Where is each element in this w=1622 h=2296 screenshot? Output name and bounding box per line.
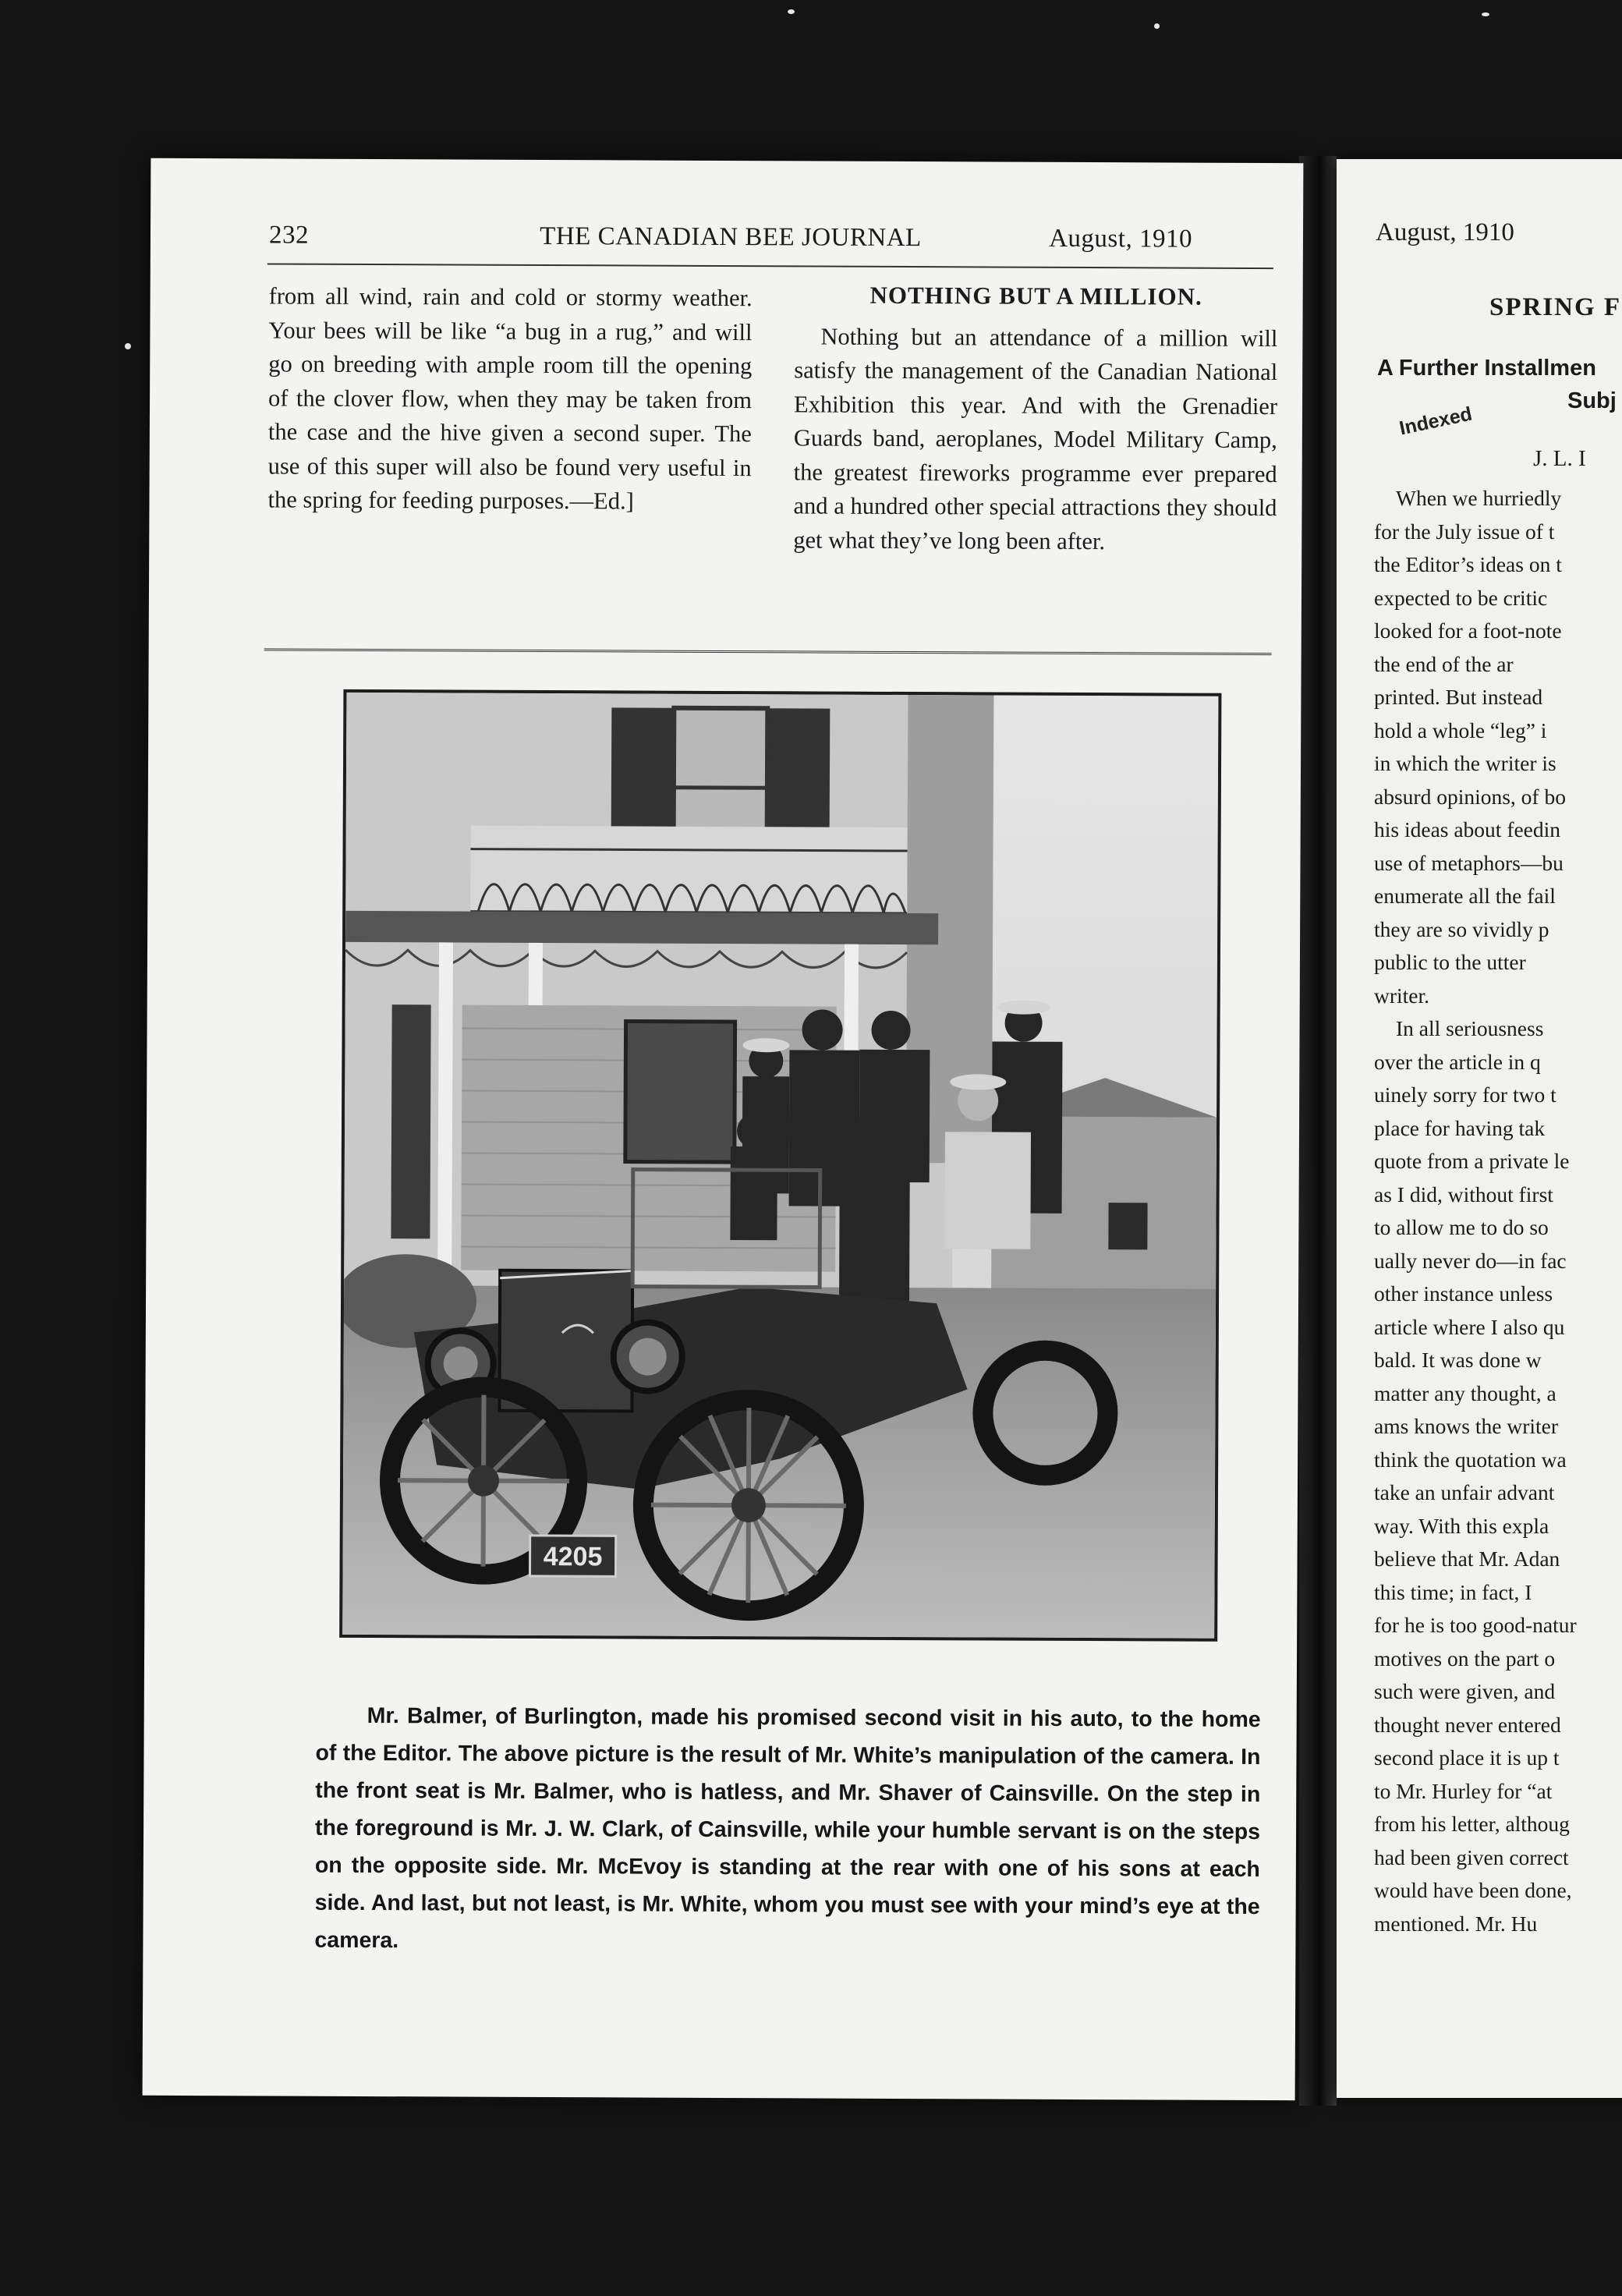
right-article-line: they are so vividly p: [1374, 916, 1549, 941]
right-article-line: such were given, and: [1374, 1679, 1556, 1703]
right-article-line: place for having tak: [1374, 1115, 1546, 1140]
scan-speck: [125, 343, 131, 349]
indexed-stamp: Indexed: [1397, 402, 1475, 440]
right-article-line: for the July issue of t: [1374, 519, 1555, 544]
right-running-head-date: August, 1910: [1376, 218, 1514, 246]
right-page: [1337, 159, 1622, 2098]
right-article-subtitle-1: A Further Installmen: [1377, 356, 1596, 381]
left-column: [267, 279, 752, 519]
right-article-line: other instance unless: [1374, 1281, 1553, 1306]
issue-date: August, 1910: [1049, 224, 1193, 253]
right-article-line: the end of the ar: [1374, 651, 1514, 676]
right-article-body: [1374, 482, 1622, 1940]
right-article-line: way. With this expla: [1374, 1513, 1549, 1538]
photograph: [339, 689, 1221, 1642]
header-rule: [267, 263, 1273, 269]
right-article-line: would have been done,: [1374, 1878, 1572, 1902]
right-article-line: absurd opinions, of bo: [1374, 784, 1566, 809]
right-article-line: thought never entered: [1374, 1712, 1561, 1737]
right-article-line: bald. It was done w: [1374, 1348, 1542, 1372]
license-plate: 4205: [543, 1542, 603, 1572]
right-article-line: printed. But instead: [1374, 685, 1543, 709]
right-article-title: SPRING F: [1489, 293, 1622, 321]
right-article-line: article where I also qu: [1374, 1314, 1565, 1339]
right-article-line: to Mr. Hurley for “at: [1374, 1778, 1553, 1803]
right-column: [793, 278, 1278, 559]
right-article-line: second place it is up t: [1374, 1745, 1560, 1770]
right-article-line: as I did, without first: [1374, 1182, 1553, 1206]
article-heading: NOTHING BUT A MILLION.: [869, 281, 1202, 310]
right-article-line: had been given correct: [1374, 1844, 1569, 1869]
right-article-line: from his letter, althoug: [1374, 1812, 1570, 1836]
right-article-subtitle-2: Subj: [1567, 388, 1617, 413]
right-article-author: J. L. I: [1533, 446, 1586, 471]
right-article-line: take an unfair advant: [1374, 1480, 1555, 1504]
right-article-line: expected to be critic: [1374, 585, 1548, 610]
right-article-line: uinely sorry for two t: [1374, 1082, 1556, 1107]
right-article-line: matter any thought, a: [1374, 1380, 1556, 1405]
right-article-line: use of metaphors—bu: [1374, 850, 1564, 875]
right-article-line: for he is too good-natur: [1374, 1613, 1577, 1637]
right-article-line: to allow me to do so: [1374, 1215, 1549, 1239]
article-text: Nothing but an attendance of a million will satisfy the management of the Canadian National Exhibition this year. And with the Grenadier Guards band, aeroplanes, Model Military Camp, the greatest fireworks programme ever prepared and a hundred other special attractions they should get what they’ve long been after.: [793, 323, 1278, 555]
right-article-line: writer.: [1374, 983, 1430, 1008]
right-article-line: looked for a foot-note: [1374, 618, 1562, 643]
right-article-line: When we hurriedly: [1396, 486, 1562, 510]
scan-speck: [1482, 12, 1489, 16]
right-article-line: quote from a private le: [1374, 1149, 1570, 1173]
journal-title: THE CANADIAN BEE JOURNAL: [540, 221, 922, 253]
page-number: 232: [268, 221, 310, 250]
caption-text: Mr. Balmer, of Burlington, made his promised second visit in his auto, to the home of the Editor. The above picture is the result of Mr. White’s manipulation of the camera. In the front seat is Mr. Balmer, who is hatless, and Mr. Shaver of Cainsville. On the step in the foreground is Mr. J. W. Clark, of Cainsville, while your humble servant is on the steps on the opposite side. Mr. McEvoy is standing at the rear with one of his sons at each side. And last, but not least, is Mr. White, whom you must see with your mind’s eye at the camera.: [314, 1703, 1261, 1954]
scan-speck: [788, 9, 795, 14]
right-article-line: his ideas about feedin: [1374, 817, 1561, 842]
scan-speck: [1154, 23, 1160, 29]
photo-house-car-group: [342, 693, 1218, 1639]
right-article-line: believe that Mr. Adan: [1374, 1547, 1560, 1571]
right-article-line: mentioned. Mr. Hu: [1374, 1911, 1538, 1936]
right-article-line: public to the utter: [1374, 950, 1526, 974]
right-article-line: hold a whole “leg” i: [1374, 718, 1547, 742]
right-article-line: the Editor’s ideas on t: [1374, 552, 1562, 576]
right-article-line: over the article in q: [1374, 1049, 1541, 1074]
right-article-line: ams knows the writer: [1374, 1414, 1558, 1438]
editor-note-text: from all wind, rain and cold or stormy weather. Your bees will be like “a bug in a rug,” and will go on breeding with ample room till the opening of the clover flow, when they may be taken from the case and the hive given a second super. The use of this super will also be found very useful in the spring for feeding purposes.—Ed.]: [267, 282, 753, 515]
page-gutter: [1299, 156, 1337, 2106]
right-article-line: ually never do—in fac: [1374, 1248, 1567, 1273]
right-article-line: enumerate all the fail: [1374, 884, 1556, 908]
right-article-line: think the quotation wa: [1374, 1447, 1567, 1472]
right-article-line: motives on the part o: [1374, 1646, 1556, 1671]
left-page: [143, 158, 1304, 2100]
right-article-line: this time; in fact, I: [1374, 1579, 1532, 1604]
right-article-line: In all seriousness: [1396, 1016, 1544, 1040]
section-rule: [264, 648, 1272, 655]
right-article-line: in which the writer is: [1374, 751, 1556, 775]
running-head: [269, 221, 1192, 259]
photo-caption: [314, 1697, 1260, 1963]
